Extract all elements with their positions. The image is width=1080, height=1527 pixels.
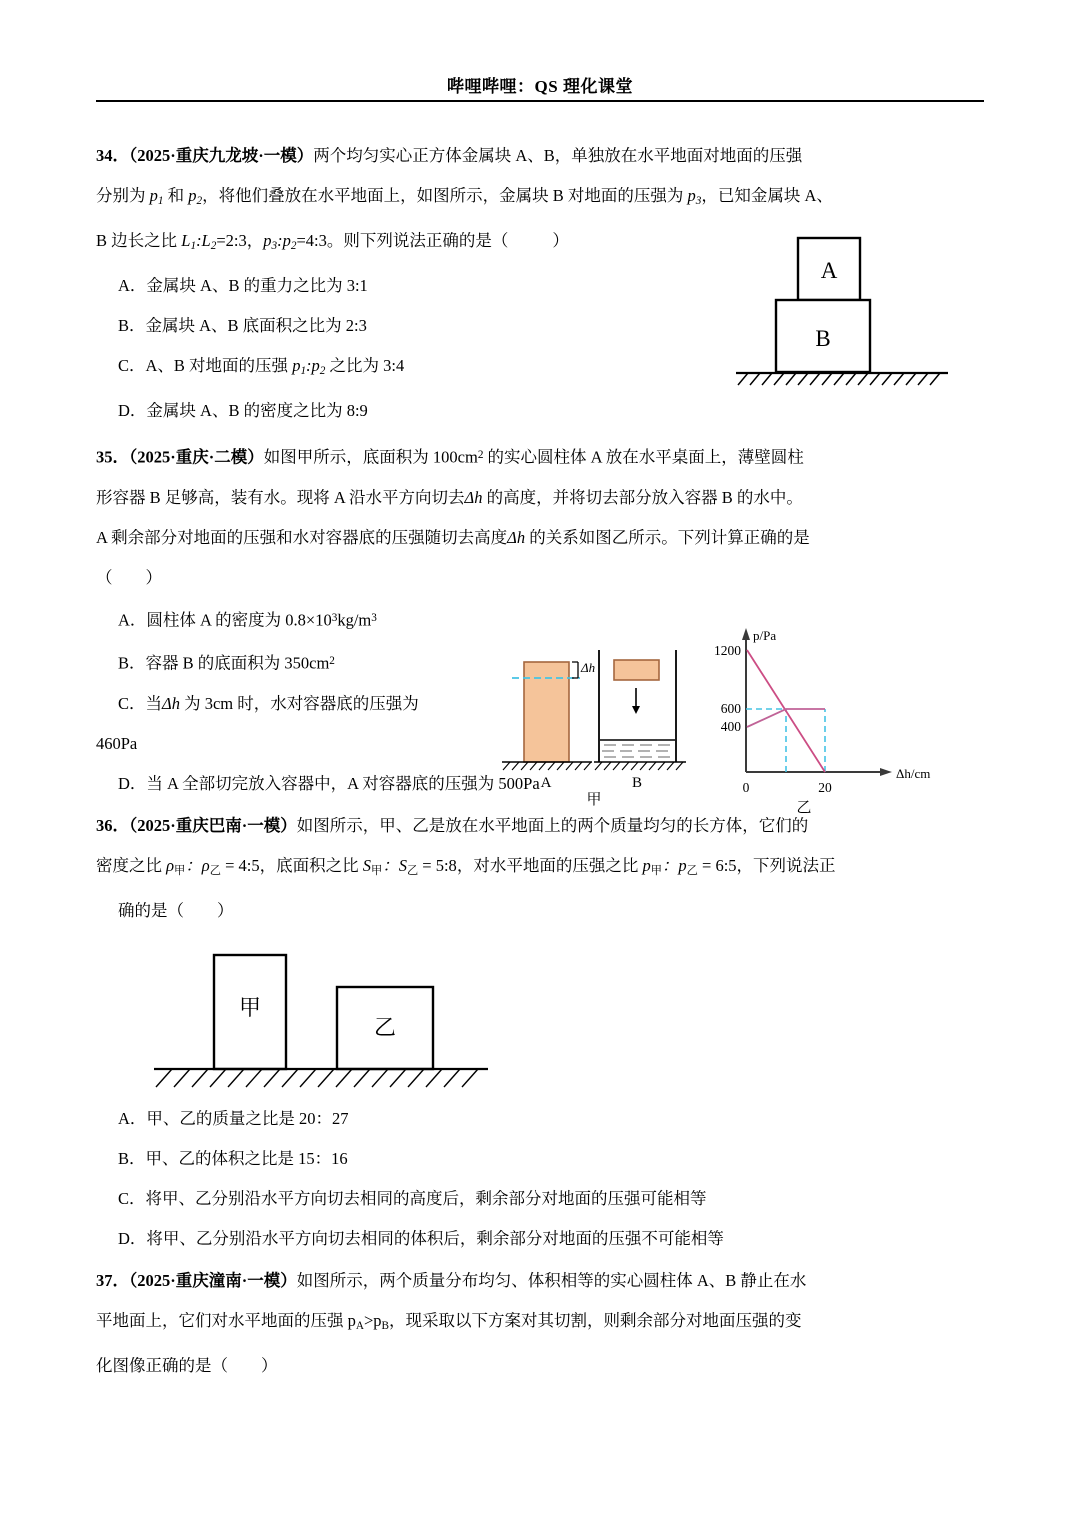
q34-oc-p1-sub: 1 bbox=[300, 365, 307, 378]
chart-ytick-1200: 1200 bbox=[714, 643, 741, 659]
block-a-label: A bbox=[820, 258, 838, 283]
q35-s1b: 的实心圆柱体 A 放在水平桌面上，薄壁圆柱 bbox=[483, 448, 804, 468]
q34-option-b[interactable]: B．金属块 A、B 底面积之比为 2:3 bbox=[118, 316, 367, 336]
figure-q34-stacked-blocks bbox=[732, 228, 952, 398]
q35-oc-dh: Δh bbox=[162, 693, 180, 713]
q34-source: （2025·重庆九龙坡·一模） bbox=[129, 146, 314, 165]
q36-s1: 如图所示，甲、乙是放在水平地面上的两个质量均匀的长方体，它们的 bbox=[296, 815, 809, 835]
q36-S-colon: ：S bbox=[382, 855, 407, 875]
q37-dot: ． bbox=[112, 1270, 129, 1290]
q34-stem-1: 两个均匀实心正方体金属块 A、B，单独放在水平地面对地面的压强 bbox=[313, 146, 803, 165]
q35-stem-line3 bbox=[96, 518, 984, 558]
chart-series-remaining-pressure bbox=[747, 650, 825, 772]
q34-p2: p bbox=[188, 186, 197, 205]
q35-ob-sup: 2 bbox=[329, 654, 335, 667]
q34-s2c: ，将他们叠放在水平地面上，如图所示，金属块 B 对地面的压强为 bbox=[202, 186, 688, 205]
chart-x-axis-arrow bbox=[880, 768, 892, 776]
q36-option-b[interactable]: B．甲、乙的体积之比是 15：16 bbox=[118, 1148, 348, 1168]
q35-stem-line2 bbox=[96, 478, 984, 518]
drop-arrow-head bbox=[632, 706, 640, 714]
q36-S-val: = 5:8 bbox=[418, 855, 457, 875]
q35-s1a: 如图甲所示，底面积为 100cm bbox=[263, 448, 478, 468]
q35-s3a: A 剩余部分对地面的压强和水对容器底的压强随切去高度 bbox=[96, 528, 508, 548]
q36-stem-line3[interactable]: 确的是（ ） bbox=[118, 900, 234, 920]
q37-s2-sub1: A bbox=[355, 1319, 364, 1332]
q37-s1: 如图所示，两个质量分布均匀、体积相等的实心圆柱体 A、B 静止在水 bbox=[296, 1270, 807, 1290]
q34-stem-line1 bbox=[96, 136, 984, 176]
chart-ytick-600: 600 bbox=[720, 701, 741, 717]
delta-h-label: Δh bbox=[581, 660, 596, 676]
q35-source: （2025·重庆·二模） bbox=[129, 448, 264, 468]
q35-option-c-continued: 460Pa bbox=[96, 733, 138, 753]
q34-oc-p1: p bbox=[292, 356, 301, 376]
q34-oc-p2-sub: 2 bbox=[319, 365, 326, 378]
q34-s3b: =2:3， bbox=[216, 231, 264, 251]
chart-y-axis-arrow bbox=[742, 628, 750, 640]
q36-rho: ρ bbox=[166, 855, 175, 875]
q36-p-sub1: 甲 bbox=[650, 864, 662, 877]
q34-option-a[interactable]: A．金属块 A、B 的重力之比为 3:1 bbox=[118, 276, 368, 296]
q35-oa-sup1: 3 bbox=[331, 612, 338, 625]
q34-p3: p bbox=[687, 186, 696, 205]
q37-stem-line1 bbox=[96, 1261, 984, 1301]
chart-xtick-20: 20 bbox=[818, 780, 832, 796]
q34-p3b-sub: 3 bbox=[271, 240, 278, 253]
q36-option-d[interactable]: D．将甲、乙分别沿水平方向切去相同的体积后，剩余部分对地面的压强不可能相等 bbox=[118, 1228, 724, 1248]
q36-rho-val: = 4:5 bbox=[220, 855, 260, 875]
figure-yi-caption: 乙 bbox=[796, 800, 812, 817]
q34-p3b: p bbox=[263, 231, 272, 251]
stacked-blocks-svg bbox=[732, 228, 952, 398]
q36-S-sub1: 甲 bbox=[370, 864, 383, 877]
q34-oc-post: 之比为 3:4 bbox=[325, 356, 405, 376]
q34-L-colon: :L bbox=[196, 231, 211, 251]
q34-stem-line2 bbox=[96, 176, 984, 221]
q36-dot: ． bbox=[112, 815, 129, 835]
ground-hatch-q36 bbox=[156, 1069, 478, 1087]
block-jia-label: 甲 bbox=[238, 994, 262, 1020]
figure-q35-group bbox=[494, 612, 934, 817]
q36-p-val: = 6:5 bbox=[697, 855, 737, 875]
container-b-label: B bbox=[631, 775, 643, 792]
q34-s3e: ） bbox=[552, 231, 569, 251]
q34-s2b: 和 bbox=[163, 186, 189, 205]
cylinder-a-rect bbox=[524, 662, 569, 762]
q35-s3b: 的关系如图乙所示。下列计算正确的是 bbox=[525, 528, 810, 548]
q37-source: （2025·重庆潼南·一模） bbox=[129, 1270, 297, 1290]
q35-dot: ． bbox=[112, 448, 129, 468]
q34-s3d: =4:3。则下列说法正确的是（ bbox=[296, 231, 509, 251]
figure-q36-two-blocks bbox=[132, 937, 532, 1097]
question-34 bbox=[96, 136, 984, 431]
q34-L-sub1: 1 bbox=[190, 240, 197, 253]
q36-rho-sub2: 乙 bbox=[209, 864, 221, 877]
q36-p-sub2: 乙 bbox=[686, 864, 698, 877]
block-yi-label: 乙 bbox=[373, 1014, 397, 1040]
ground-hatch bbox=[738, 373, 940, 385]
chart-xtick-0: 0 bbox=[742, 780, 750, 796]
q36-s2b: ，底面积之比 bbox=[259, 855, 363, 875]
q36-option-a[interactable]: A．甲、乙的质量之比是 20：27 bbox=[118, 1108, 349, 1128]
page-header-title: 哔哩哔哩：QS 理化课堂 bbox=[447, 77, 633, 96]
q36-option-c[interactable]: C．将甲、乙分别沿水平方向切去相同的高度后，剩余部分对地面的压强可能相等 bbox=[118, 1188, 707, 1208]
q35-s2-dh: Δh bbox=[464, 488, 483, 508]
figure-jia-caption: 甲 bbox=[586, 792, 602, 809]
q36-stem-line1 bbox=[96, 806, 984, 846]
q35-options-and-figures bbox=[96, 598, 984, 817]
q37-number: 37 bbox=[96, 1270, 113, 1290]
q36-S-sub2: 乙 bbox=[406, 864, 419, 877]
q35-s1-sup: 2 bbox=[477, 449, 484, 462]
q36-s2d: ，下列说法正 bbox=[736, 855, 836, 875]
q35-oa-mid: kg/m bbox=[337, 610, 372, 630]
q34-oc-mid: :p bbox=[306, 356, 320, 376]
q36-source: （2025·重庆巴南·一模） bbox=[129, 815, 297, 835]
q35-oa-sup2: 3 bbox=[371, 612, 377, 625]
chart-y-axis-label: p/Pa bbox=[753, 628, 777, 644]
q36-number: 36 bbox=[96, 815, 113, 835]
q35-s2a: 形容器 B 足够高，装有水。现将 A 沿水平方向切去 bbox=[96, 488, 465, 508]
q35-oc-post: 为 3cm 时，水对容器底的压强为 bbox=[179, 693, 419, 713]
q37-s2a: 平地面上，它们对水平地面的压强 p bbox=[96, 1310, 356, 1330]
q34-p2b-sub: 2 bbox=[290, 240, 297, 253]
q34-oc-pre: C．A、B 对地面的压强 bbox=[118, 356, 293, 376]
q36-stem-line2 bbox=[96, 846, 984, 891]
block-b-label: B bbox=[815, 326, 831, 351]
q36-rho-sub1: 甲 bbox=[174, 864, 186, 877]
question-35 bbox=[96, 435, 984, 817]
q34-s3c: :p bbox=[277, 231, 291, 251]
q34-p1: p bbox=[149, 186, 158, 205]
q36-p-colon: ：p bbox=[661, 855, 687, 875]
q35-figures-svg bbox=[494, 612, 934, 817]
q36-p: p bbox=[642, 855, 651, 875]
chart-x-axis-label: Δh/cm bbox=[896, 766, 931, 782]
q35-stem-line4[interactable]: （ ） bbox=[96, 568, 162, 588]
q36-rho-colon: ：ρ bbox=[185, 855, 210, 875]
q34-p2-sub: 2 bbox=[196, 195, 203, 208]
q34-p3-sub: 3 bbox=[695, 195, 702, 208]
q37-stem-line2 bbox=[96, 1301, 984, 1346]
q35-s3-dh: Δh bbox=[507, 528, 526, 548]
q34-p1-sub: 1 bbox=[157, 195, 164, 208]
q37-s2c: ，现采取以下方案对其切割，则剩余部分对地面压强的变 bbox=[389, 1310, 802, 1330]
q36-S: S bbox=[362, 855, 371, 875]
q35-option-d[interactable]: D．当 A 全部切完放入容器中，A 对容器底的压强为 500Pa bbox=[118, 773, 540, 793]
two-blocks-svg bbox=[132, 937, 532, 1097]
question-36 bbox=[96, 806, 984, 1259]
q34-option-d[interactable]: D．金属块 A、B 的密度之比为 8:9 bbox=[118, 401, 368, 421]
q34-s2d: ，已知金属块 A、 bbox=[701, 186, 833, 205]
q34-dot: ． bbox=[112, 146, 129, 165]
cylinder-a-label: A bbox=[540, 775, 552, 792]
question-37 bbox=[96, 1261, 984, 1386]
q35-s2b: 的高度，并将切去部分放入容器 B 的水中。 bbox=[482, 488, 803, 508]
q35-stem-line1 bbox=[96, 435, 984, 478]
q34-s3a: B 边长之比 bbox=[96, 231, 182, 251]
q35-number: 35 bbox=[96, 448, 113, 468]
cut-piece-rect bbox=[614, 660, 659, 680]
q36-s2c: ，对水平地面的压强之比 bbox=[456, 855, 643, 875]
document-body bbox=[96, 136, 984, 1386]
ground-hatch-b bbox=[595, 762, 683, 770]
q37-s2b: >p bbox=[363, 1310, 382, 1330]
q34-number: 34 bbox=[96, 146, 113, 165]
q36-s2a: 密度之比 bbox=[96, 855, 167, 875]
q34-L-sub2: 2 bbox=[210, 240, 217, 253]
delta-h-bracket bbox=[572, 662, 578, 678]
q35-oa-pre: A．圆柱体 A 的密度为 0.8×10 bbox=[118, 610, 332, 630]
q34-s2a: 分别为 bbox=[96, 186, 150, 205]
q35-ob-pre: B．容器 B 的底面积为 350cm bbox=[118, 653, 330, 673]
chart-ytick-400: 400 bbox=[720, 719, 741, 735]
q37-stem-line3[interactable]: 化图像正确的是（ ） bbox=[96, 1355, 278, 1375]
q37-s2-sub2: B bbox=[381, 1319, 390, 1332]
ground-hatch-a bbox=[503, 762, 591, 770]
header-divider bbox=[96, 100, 984, 102]
q35-oc-pre: C．当 bbox=[118, 693, 163, 713]
q34-L: L bbox=[181, 231, 191, 251]
